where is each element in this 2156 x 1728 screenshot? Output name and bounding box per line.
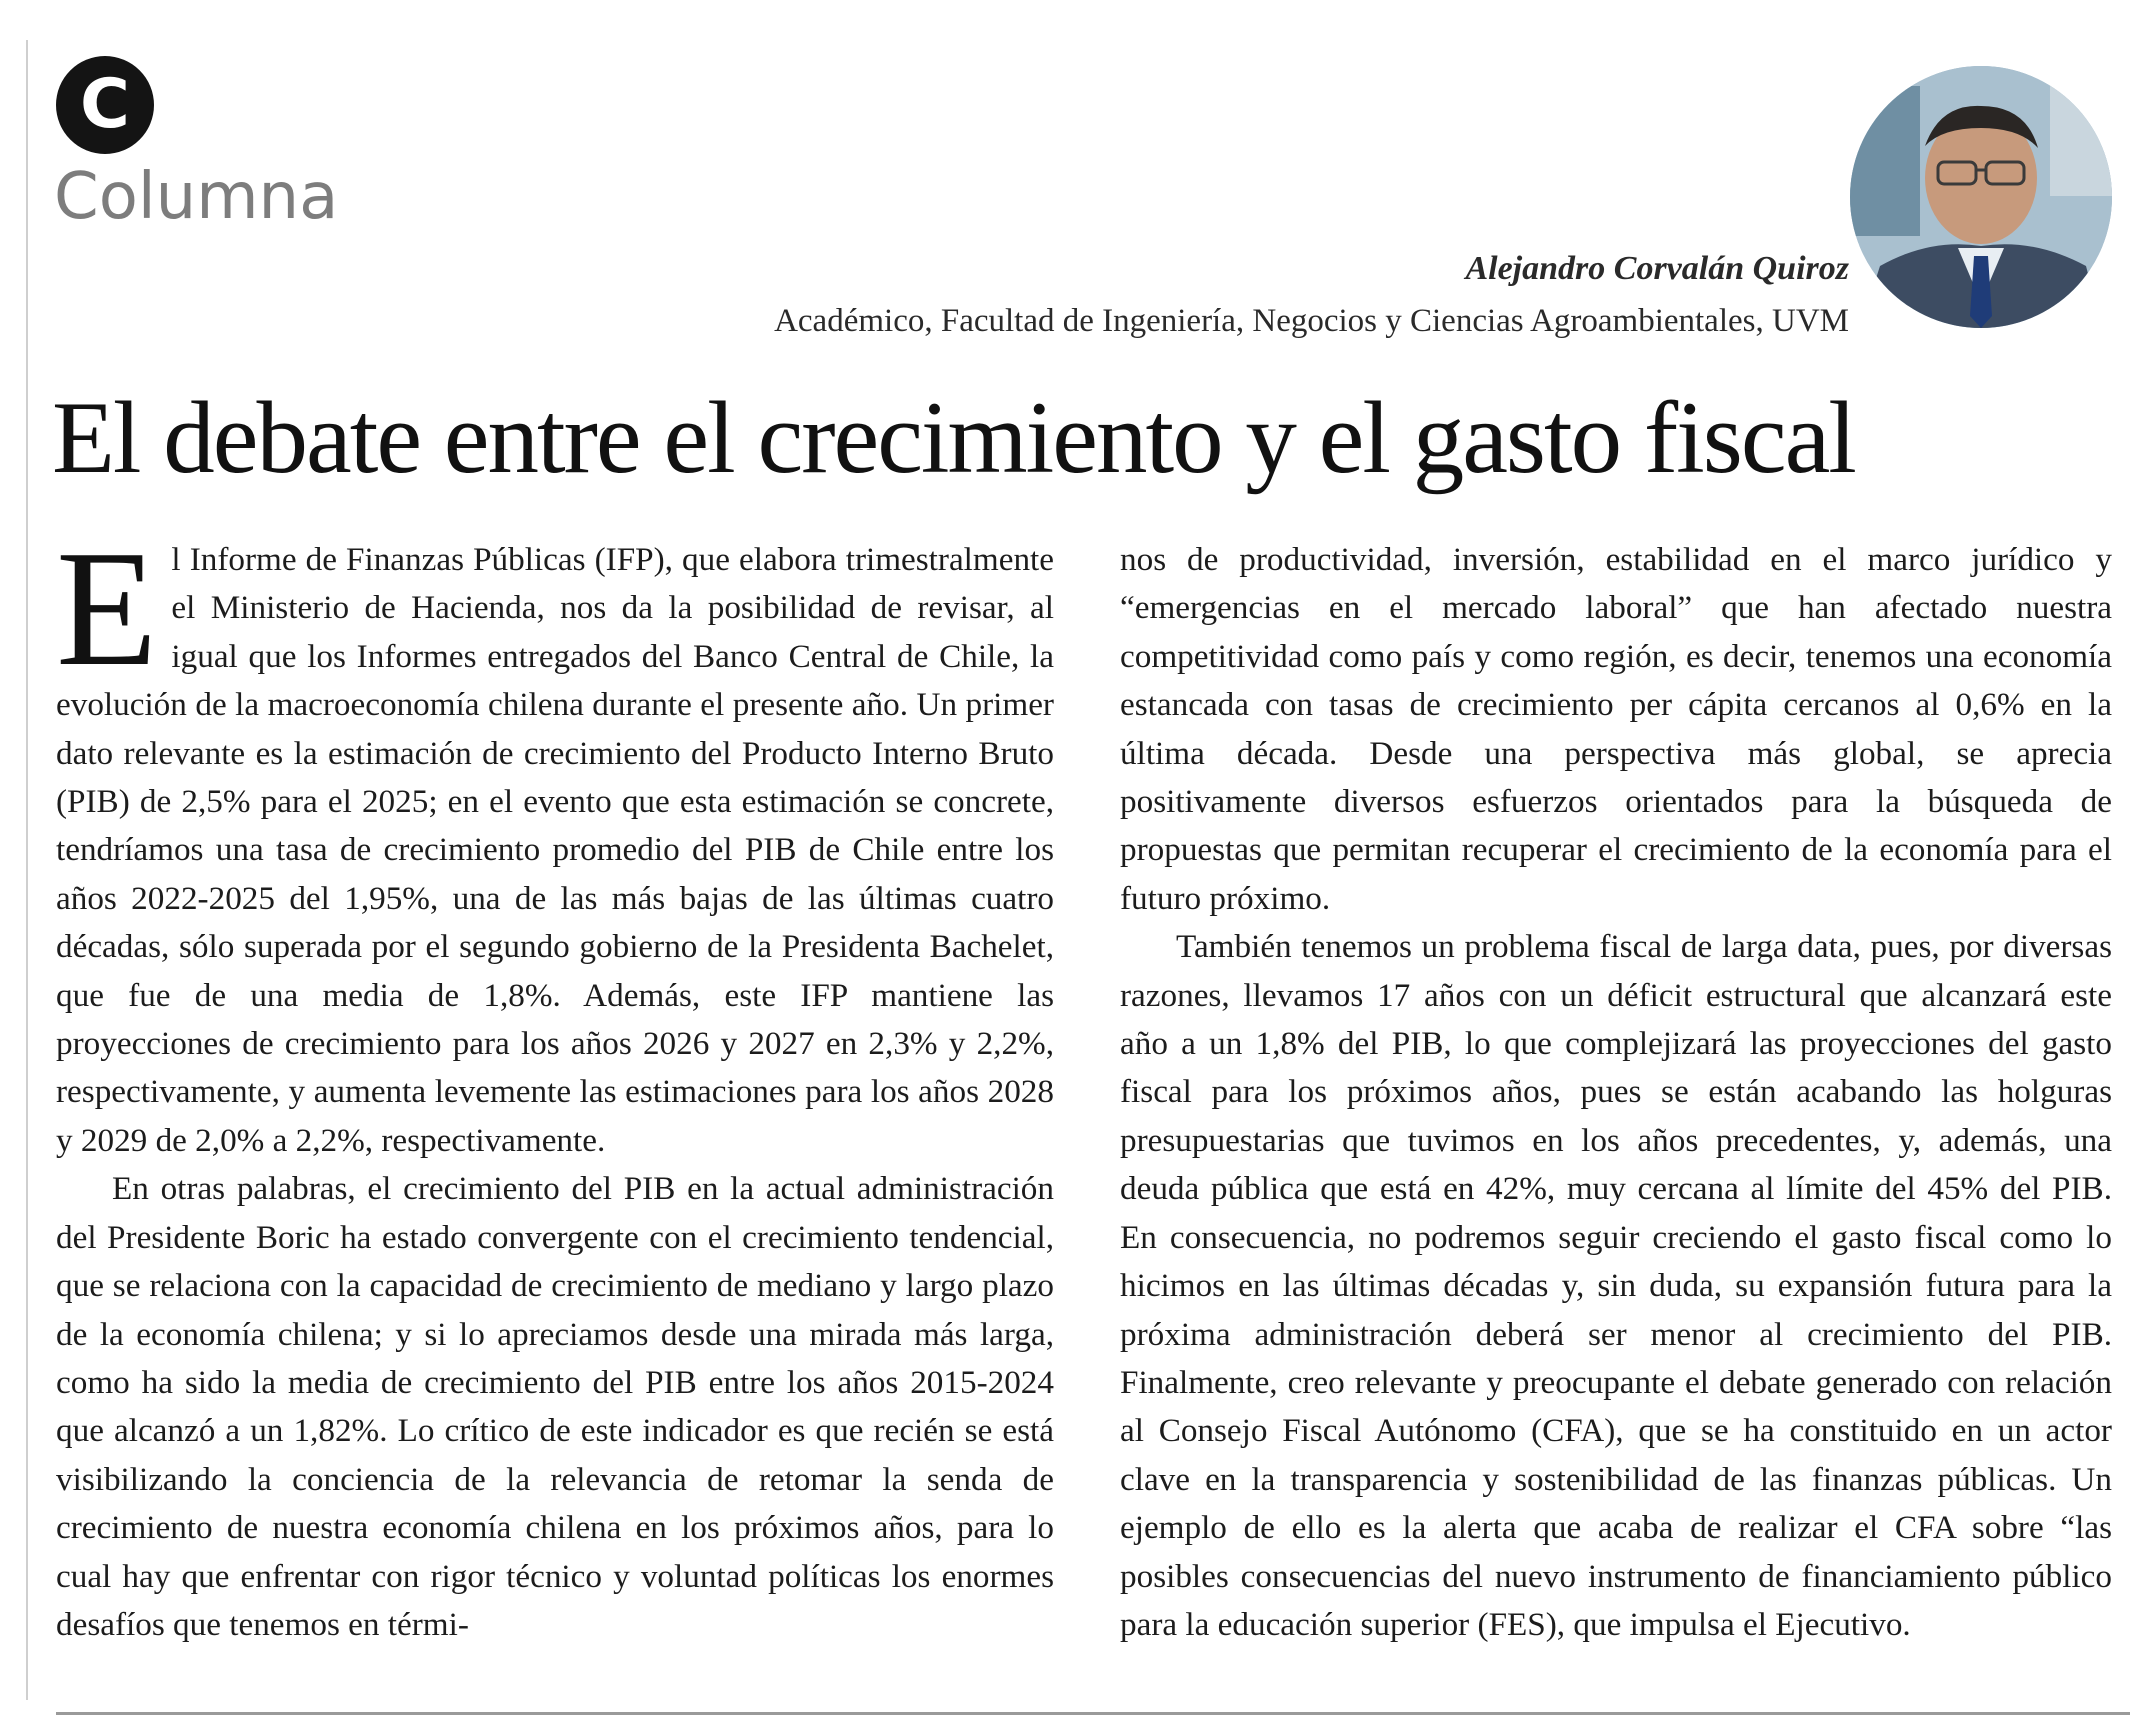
author-role: Académico, Facultad de Ingeniería, Negocios y Ciencias Agroambientales, UVM (774, 303, 1849, 339)
section-label: Columna (54, 160, 339, 234)
column-badge-icon: C (56, 56, 154, 154)
drop-cap: E (56, 516, 158, 700)
article-paragraph-1 (56, 516, 1054, 1165)
article-paragraph-3: También tenemos un problema fiscal de larga data, pues, por diversas razones, llevamos 17 años con un déficit estructural que alcanzará este año a un 1,8% del PIB, lo que complejizará las proyecciones del gasto fiscal para los próximos años, pues se están acabando las holguras presupuestarias que tuvimos en los años precedentes, y, además, una deuda pública que está en 42%, muy cercana al límite del 45% del PIB. En consecuencia, no podremos seguir creciendo el gasto fiscal como lo hicimos en las últimas décadas y, sin duda, su expansión futura para la próxima administración deberá ser menor al crecimiento del PIB. Finalmente, creo relevante y preocupante el debate generado con relación al Consejo Fiscal Autónomo (CFA), que se ha constituido en un actor clave en la transparencia y sostenibilidad de las finanzas públicas. Un ejemplo de ello es la alerta que acaba de realizar el CFA sobre “las posibles consecuencias del nuevo instrumento de financiamiento público para la educación superior (FES), que impulsa el Ejecutivo. (1120, 928, 2112, 1643)
article-paragraph-2-part-a: En otras palabras, el crecimiento del PIB en la actual administración del Presidente Boric ha estado convergente con el crecimiento tendencial, que se relaciona con la capacidad de crecimiento de mediano y largo plazo de la economía chilena; y si lo apreciamos desde una mirada más larga, como ha sido la media de crecimiento del PIB entre los años 2015-2024 que alcanzó a un 1,82%. Lo crítico de este indicador es que recién se está visibilizando la conciencia de la relevancia de retomar la senda de crecimiento de nuestra economía chilena en los próximos años, para lo cual hay que enfrentar con rigor técnico y voluntad políticas los enormes desafíos que tenemos en térmi- (56, 1170, 1054, 1643)
article-paragraph-2-part-b: nos de productividad, inversión, estabilidad en el marco jurídico y “emergencias en el mercado laboral” que han afectado nuestra competitividad como país y como región, es decir, tenemos una economía estancada con tasas de crecimiento per cápita cercanos al 0,6% en la última década. Desde una perspectiva más global, se aprecia positivamente diversos esfuerzos orientados para la búsqueda de propuestas que permitan recuperar el crecimiento de la economía para el futuro próximo. (1120, 541, 2112, 917)
author-name: Alejandro Corvalán Quiroz (1465, 250, 1849, 287)
article-column-left (56, 516, 1054, 1649)
article-headline: El debate entre el crecimiento y el gasto fiscal (52, 381, 1855, 495)
paragraph-1-text: l Informe de Finanzas Públicas (IFP), que elabora trimestralmente el Ministerio de Hacienda, nos da la posibilidad de revisar, al igual que los Informes entregados del Banco Central de Chile, la evolución de la macroeconomía chilena durante el presente año. Un primer dato relevante es la estimación de crecimiento del Producto Interno Bruto (PIB) de 2,5% para el 2025; en el evento que esta estimación se concrete, tendríamos una tasa de crecimiento promedio del PIB de Chile entre los años 2022-2025 del 1,95%, una de las más bajas de las últimas cuatro décadas, sólo superada por el segundo gobierno de la Presidenta Bachelet, que fue de una media de 1,8%. Además, este IFP mantiene las proyecciones de crecimiento para los años 2026 y 2027 en 2,3% y 2,2%, respectivamente, y aumenta levemente las estimaciones para los años 2028 y 2029 de 2,0% a 2,2%, respectivamente. (56, 541, 1054, 1159)
left-column-rule (26, 40, 28, 1700)
author-photo (1850, 66, 2112, 328)
bottom-rule (56, 1712, 2130, 1715)
article-column-right (1120, 536, 2112, 1649)
